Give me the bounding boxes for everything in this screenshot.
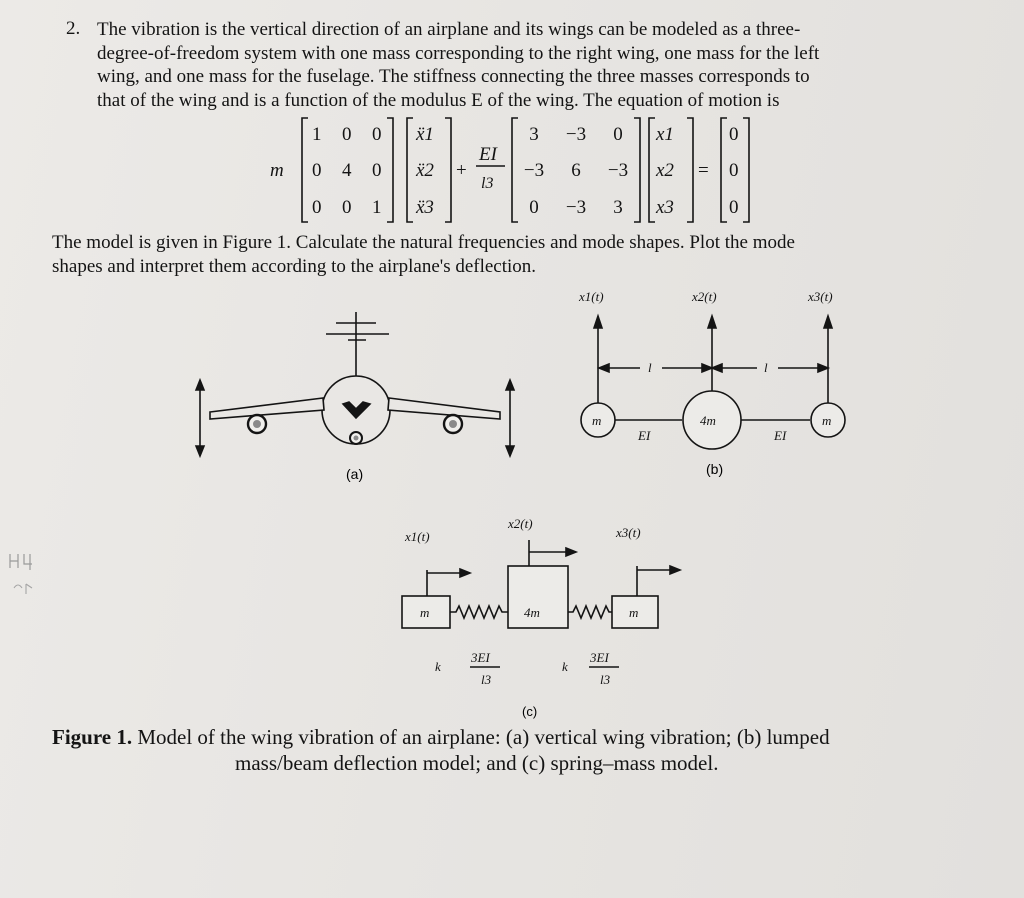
disp-entry: x3 bbox=[656, 197, 674, 218]
b-label-x2: x2(t) bbox=[692, 289, 717, 304]
rhs-entry: 0 bbox=[729, 160, 739, 181]
b-label-x3: x3(t) bbox=[808, 289, 833, 304]
beam-model bbox=[581, 316, 845, 449]
coef-numerator: EI bbox=[479, 144, 497, 165]
mass-matrix-cell: 0 bbox=[342, 124, 352, 145]
panel-a-tag: (a) bbox=[346, 466, 364, 482]
c-label-x3: x3(t) bbox=[616, 525, 641, 540]
mass-matrix-cell: 0 bbox=[372, 160, 382, 181]
stiffness-cell: 3 bbox=[529, 124, 539, 145]
k-value-den: l3 bbox=[600, 672, 611, 687]
b-beam-right: EI bbox=[774, 428, 787, 443]
problem-statement bbox=[97, 18, 977, 112]
b-beam-left: EI bbox=[638, 428, 651, 443]
rhs-entry: 0 bbox=[729, 197, 739, 218]
mass-matrix-cell: 0 bbox=[312, 160, 322, 181]
stiffness-cell: −3 bbox=[565, 124, 587, 145]
b-mass-right: m bbox=[822, 413, 832, 428]
mass-matrix-cell: 1 bbox=[312, 124, 322, 145]
mass-symbol: m bbox=[270, 160, 284, 181]
stiffness-cell: 0 bbox=[529, 197, 539, 218]
problem-line: that of the wing and is a function of the modulus E of the wing. The equation of motion is bbox=[97, 89, 780, 111]
problem-line: wing, and one mass for the fuselage. The stiffness connecting the three masses corresponds to bbox=[97, 66, 810, 87]
caption-line-1: Model of the wing vibration of an airplane: (a) vertical wing vibration; (b) lumped bbox=[132, 725, 830, 749]
k-value-den: l3 bbox=[481, 672, 492, 687]
stiffness-cell: −3 bbox=[565, 197, 587, 218]
mass-matrix-cell: 1 bbox=[372, 197, 382, 218]
equals-sign: = bbox=[698, 160, 709, 181]
problem-line: degree-of-freedom system with one mass corresponding to the right wing, one mass for the left bbox=[97, 42, 820, 64]
pencil-scribble bbox=[4, 540, 44, 610]
coef-denominator: l3 bbox=[481, 175, 494, 192]
spring-mass-model bbox=[402, 540, 680, 667]
plus-sign: + bbox=[456, 160, 467, 181]
c-label-x2: x2(t) bbox=[508, 516, 533, 531]
c-mass-right: m bbox=[629, 605, 639, 620]
panel-b-tag: (b) bbox=[706, 461, 724, 477]
mass-matrix-cell: 0 bbox=[372, 124, 382, 145]
figure-caption bbox=[52, 724, 1012, 776]
caption-label: Figure 1. bbox=[52, 725, 133, 749]
airplane-drawing bbox=[196, 312, 514, 456]
accel-entry: ẍ3 bbox=[416, 197, 434, 218]
spring-k1: k bbox=[435, 659, 441, 674]
spring-k2: k bbox=[562, 659, 568, 674]
b-mass-center: 4m bbox=[700, 413, 716, 428]
figure-1 bbox=[0, 280, 1024, 725]
panel-c-tag: (c) bbox=[522, 704, 538, 719]
stiffness-cell: −3 bbox=[607, 160, 629, 181]
rhs-entry: 0 bbox=[729, 124, 739, 145]
stiffness-cell: 0 bbox=[613, 124, 623, 145]
task-line: shapes and interpret them according to the airplane's deflection. bbox=[52, 256, 537, 277]
mass-matrix-cell: 4 bbox=[342, 160, 352, 181]
span-label: l bbox=[648, 360, 652, 375]
stiffness-cell: −3 bbox=[523, 160, 545, 181]
problem-number: 2. bbox=[66, 18, 81, 39]
task-line: The model is given in Figure 1. Calculate the natural frequencies and mode shapes. Plot the mode bbox=[52, 232, 795, 253]
mass-matrix-cell: 0 bbox=[312, 197, 322, 218]
accel-entry: ẍ2 bbox=[416, 160, 434, 181]
b-label-x1: x1(t) bbox=[579, 289, 604, 304]
disp-entry: x2 bbox=[656, 160, 674, 181]
stiffness-cell: 6 bbox=[571, 160, 581, 181]
span-label: l bbox=[764, 360, 768, 375]
b-mass-left: m bbox=[592, 413, 602, 428]
mass-matrix-cell: 0 bbox=[342, 197, 352, 218]
accel-entry: ẍ1 bbox=[416, 124, 434, 145]
problem-line: The vibration is the vertical direction of an airplane and its wings can be modeled as a three- bbox=[97, 19, 801, 40]
c-mass-center: 4m bbox=[524, 605, 540, 620]
task-statement bbox=[52, 231, 982, 279]
disp-entry: x1 bbox=[656, 124, 674, 145]
stiffness-cell: 3 bbox=[613, 197, 623, 218]
equation-of-motion bbox=[250, 110, 790, 230]
k-value-num: 3EI bbox=[471, 650, 490, 665]
c-label-x1: x1(t) bbox=[405, 529, 430, 544]
k-value-num: 3EI bbox=[590, 650, 609, 665]
c-mass-left: m bbox=[420, 605, 430, 620]
caption-line-2: mass/beam deflection model; and (c) spring–mass model. bbox=[235, 751, 719, 775]
